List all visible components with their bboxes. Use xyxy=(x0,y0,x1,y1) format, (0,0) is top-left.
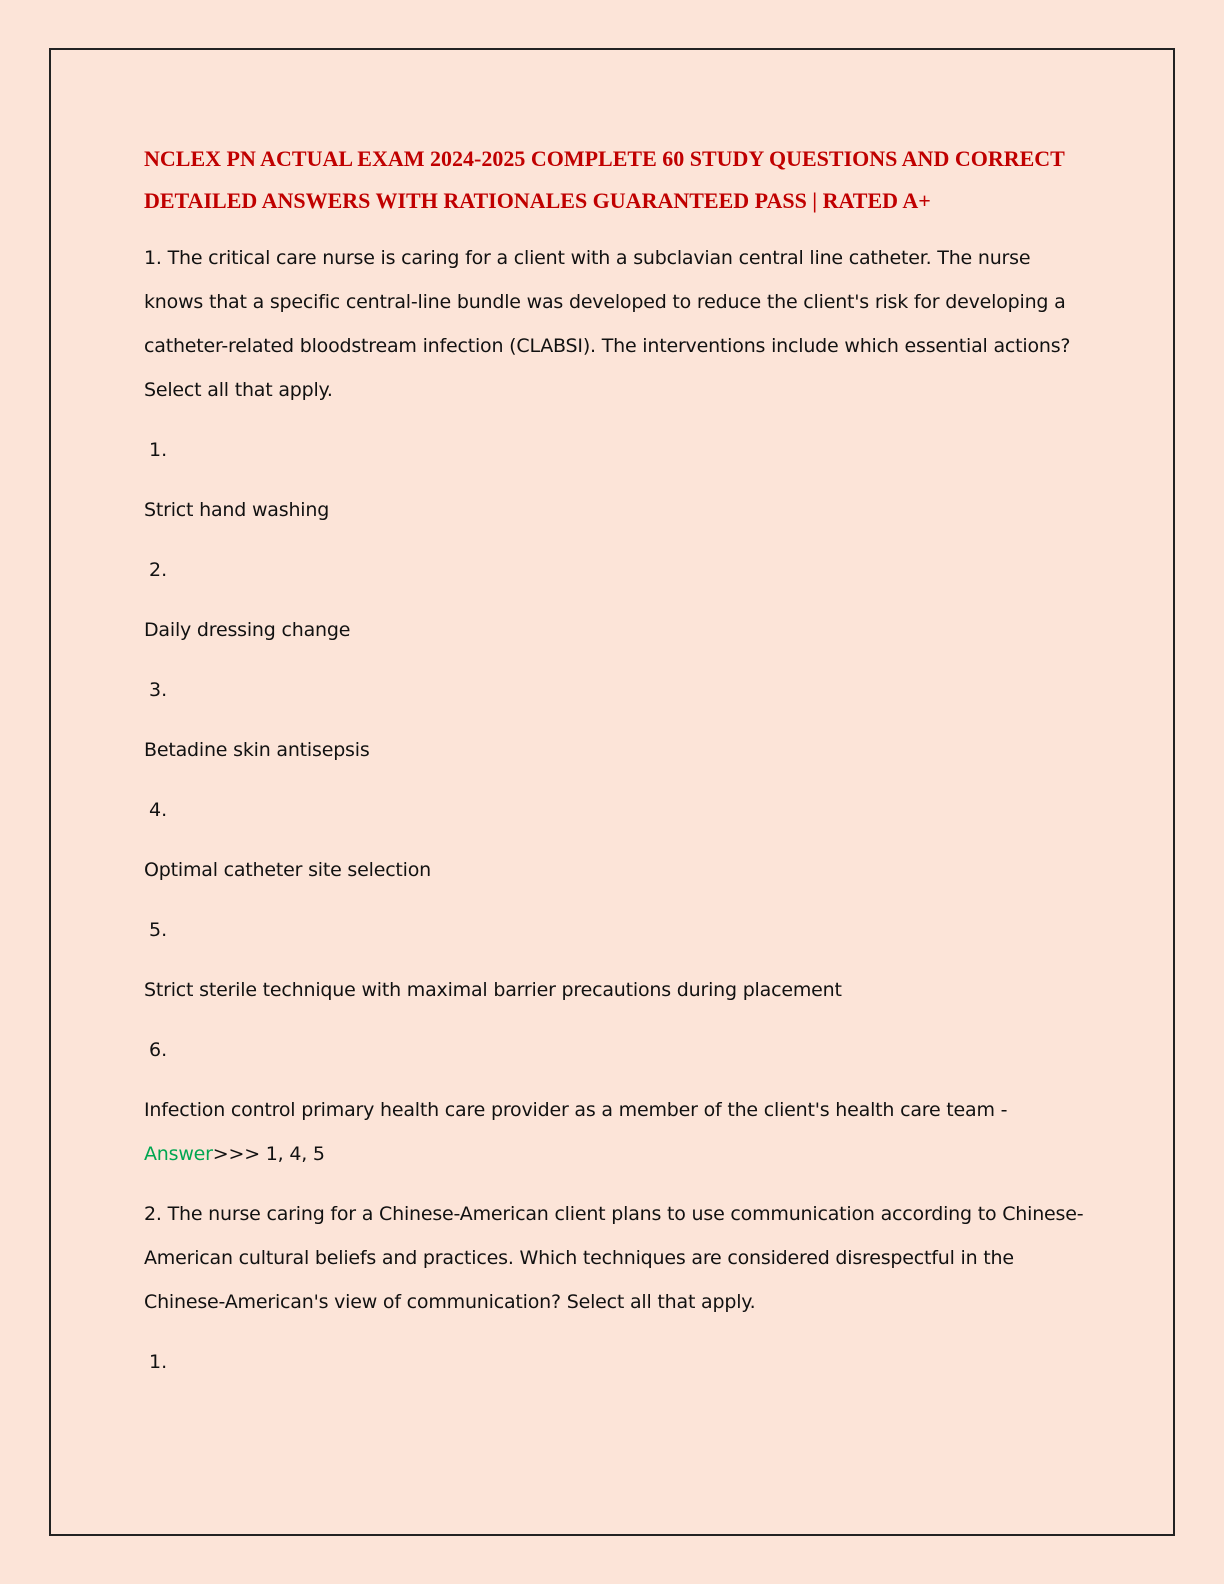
option-text: Optimal catheter site selection xyxy=(144,859,432,881)
question-1 xyxy=(144,236,1084,1176)
question-text: 1. The critical care nurse is caring for a client with a subclavian central line catheter. The nurse knows that a specific central-line bundle was developed to reduce the client's risk for developing a catheter-related bloodstream infection (CLABSI). The interventions include which essential actions? Select all that apply. xyxy=(144,247,1071,401)
answer-label: Answer xyxy=(144,1143,213,1165)
option-with-answer xyxy=(144,1088,1084,1176)
option-number: 6. xyxy=(149,1039,168,1061)
option-number: 4. xyxy=(149,799,168,821)
question-text: 2. The nurse caring for a Chinese-American client plans to use communication according to Chinese-American cultural beliefs and practices. Which techniques are considered disrespectful in the Chinese-American's view of communication? Select all that apply. xyxy=(144,1203,1084,1313)
option-text: Betadine skin antisepsis xyxy=(144,739,370,761)
option-number: 5. xyxy=(149,919,168,941)
document-body xyxy=(144,138,1084,1400)
option-number: 2. xyxy=(149,559,168,581)
option-number: 1. xyxy=(149,439,168,461)
document-title: NCLEX PN ACTUAL EXAM 2024-2025 COMPLETE 60 STUDY QUESTIONS AND CORRECT DETAILED ANSWERS WITH RATIONALES GUARANTEED PASS | RATED A+ xyxy=(144,146,1065,213)
option-text: Strict sterile technique with maximal barrier precautions during placement xyxy=(144,979,842,1001)
option-text: Strict hand washing xyxy=(144,499,330,521)
option-text: Daily dressing change xyxy=(144,619,351,641)
option-text: Infection control primary health care provider as a member of the client's health care team - xyxy=(144,1099,1008,1121)
option-number: 3. xyxy=(149,679,168,701)
question-2 xyxy=(144,1192,1084,1384)
answer-value: >>> 1, 4, 5 xyxy=(212,1143,325,1165)
option-number: 1. xyxy=(149,1351,168,1373)
